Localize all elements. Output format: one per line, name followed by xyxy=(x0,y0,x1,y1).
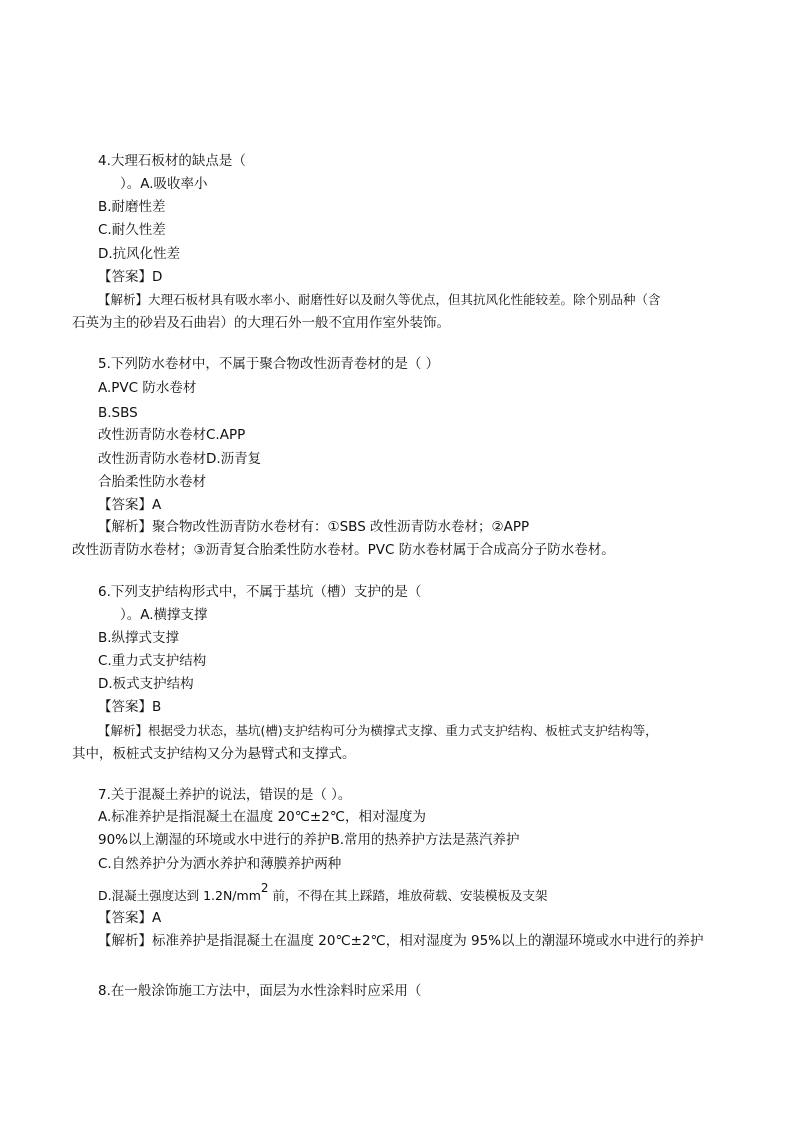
q5-option-b: B.SBS xyxy=(98,405,138,421)
q7-analysis: 【解析】标准养护是指混凝土在温度 20℃±2℃，相对湿度为 95%以上的潮湿环境或水中进行的养护 xyxy=(98,933,704,949)
q5-answer: 【答案】A xyxy=(98,497,162,513)
q4-option-b: B.耐磨性差 xyxy=(98,199,166,215)
q7-option-d xyxy=(98,881,548,905)
q7-option-c: C.自然养护分为洒水养护和薄膜养护两种 xyxy=(98,856,342,872)
q7-option-d-exponent: 2 xyxy=(260,881,269,895)
q4-option-d: D.抗风化性差 xyxy=(98,246,181,262)
q6-analysis-cont: 其中，板桩式支护结构又分为悬臂式和支撑式。 xyxy=(72,746,356,762)
q6-option-c: C.重力式支护结构 xyxy=(98,653,207,669)
q8-stem: 8.在一般涂饰施工方法中，面层为水性涂料时应采用（ xyxy=(98,983,422,999)
q6-stem: 6.下列支护结构形式中，不属于基坑（槽）支护的是（ xyxy=(98,584,422,600)
q7-stem: 7.关于混凝土养护的说法，错误的是（ ）。 xyxy=(98,787,352,803)
q7-option-a-cont: 90%以上潮湿的环境或水中进行的养护B.常用的热养护方法是蒸汽养护 xyxy=(98,832,520,848)
q6-option-d: D.板式支护结构 xyxy=(98,676,194,692)
q7-answer: 【答案】A xyxy=(98,910,162,926)
q5-analysis-cont: 改性沥青防水卷材；③沥青复合胎柔性防水卷材。PVC 防水卷材属于合成高分子防水卷材。 xyxy=(72,542,615,558)
q5-option-c-cont: 改性沥青防水卷材D.沥青复 xyxy=(98,451,262,467)
q4-answer: 【答案】D xyxy=(98,269,163,285)
q6-analysis: 【解析】根据受力状态，基坑(槽)支护结构可分为横撑式支撑、重力式支护结构、板桩式支护结构等， xyxy=(98,723,658,738)
q5-stem: 5.下列防水卷材中，不属于聚合物改性沥青卷材的是（ ） xyxy=(98,356,440,372)
q7-option-d-text: D.混凝土强度达到 1.2N/mm xyxy=(98,888,261,903)
q5-option-d-cont: 合胎柔性防水卷材 xyxy=(98,474,206,490)
q4-stem: 4.大理石板材的缺点是（ xyxy=(98,153,246,169)
q5-option-b-cont: 改性沥青防水卷材C.APP xyxy=(98,427,246,443)
q5-option-a: A.PVC 防水卷材 xyxy=(98,380,197,396)
q4-option-a: ）。A.吸收率小 xyxy=(120,176,208,192)
q7-option-d-text-cont: 前，不得在其上踩踏，堆放荷载、安装模板及支架 xyxy=(268,888,548,903)
q4-analysis-cont: 石英为主的砂岩及石曲岩）的大理石外一般不宜用作室外装饰。 xyxy=(72,315,450,331)
q4-analysis: 【解析】大理石板材具有吸水率小、耐磨性好以及耐久等优点，但其抗风化性能较差。除个别品种（含 xyxy=(98,292,661,307)
q4-option-c: C.耐久性差 xyxy=(98,222,166,238)
q6-option-a: ）。A.横撑支撑 xyxy=(120,607,208,623)
q6-answer: 【答案】B xyxy=(98,699,162,715)
q7-option-a: A.标准养护是指混凝土在温度 20℃±2℃，相对湿度为 xyxy=(98,809,426,825)
q5-analysis: 【解析】聚合物改性沥青防水卷材有：①SBS 改性沥青防水卷材；②APP xyxy=(98,519,530,535)
q6-option-b: B.纵撑式支撑 xyxy=(98,630,180,646)
